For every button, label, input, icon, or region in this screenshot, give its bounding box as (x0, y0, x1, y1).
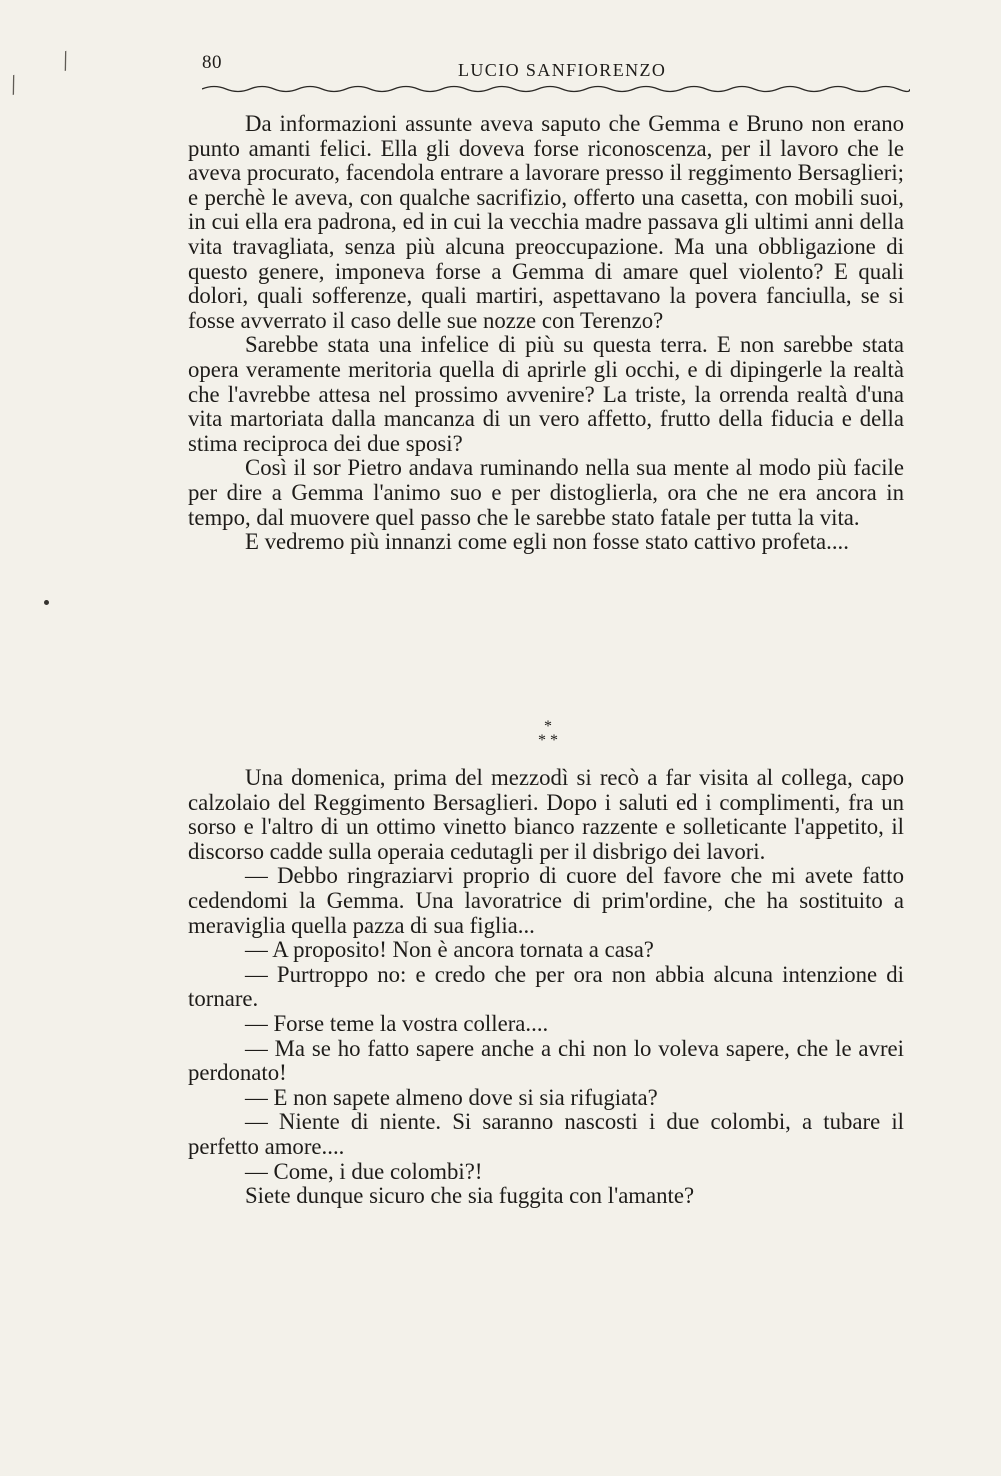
dialogue-line: — Purtroppo no: e credo che per ora non abbia alcuna intenzione di tornare. (188, 961, 904, 1012)
asterism-bottom: * * (538, 732, 558, 749)
asterism-icon (533, 720, 563, 760)
margin-dot (44, 600, 49, 605)
paragraph: Una domenica, prima del mezzodì si recò a far visita al collega, capo calzolaio del Reggimento Bersaglieri. Dopo i saluti ed i complimenti, fra un sorso e l'altro di un ottimo vinetto bianco razzente e solleticante l'appetito, il discorso cadde sulla operaia cedutagli per il disbrigo dei lavori. (188, 765, 904, 864)
margin-mark: / (5, 69, 23, 102)
dialogue-line: — Forse teme la vostra collera.... (245, 1010, 549, 1036)
dialogue-line: — Debbo ringraziarvi proprio di cuore del favore che mi avete fatto cedendomi la Gemma. Una lavoratrice di prim'ordine, che ha sostituito a meraviglia quella pazza di sua figlia... (188, 863, 904, 938)
page-header (190, 48, 910, 98)
dialogue-line: — A proposito! Non è ancora tornata a casa? (245, 937, 654, 963)
paragraph: Sarebbe stata una infelice di più su questa terra. E non sarebbe stata opera veramente meritoria quella di aprirle gli occhi, e di dipingerle la realtà che l'avrebbe attesa nel prossimo avvenire? La triste, la orrenda realtà d'una vita martoriata dalla mancanza di un vero affetto, frutto della fiducia e della stima reciproca dei due sposi? (188, 332, 904, 456)
text-block-2 (188, 766, 904, 1209)
dialogue-line: — Niente di niente. Si saranno nascosti i due colombi, a tubare il perfetto amore.... (188, 1109, 904, 1159)
running-head: LUCIO SANFIORENZO (458, 60, 667, 80)
wavy-rule-icon (202, 82, 910, 96)
dialogue-line: Siete dunque sicuro che sia fuggita con l'amante? (245, 1183, 695, 1209)
text-block-1 (188, 112, 904, 555)
page-number: 80 (202, 52, 222, 73)
dialogue-line: — Come, i due colombi?! (245, 1158, 483, 1184)
dialogue-line: — E non sapete almeno dove si sia rifugiata? (245, 1084, 658, 1110)
paragraph: Da informazioni assunte aveva saputo che Gemma e Bruno non erano punto amanti felici. Ella gli doveva forse riconoscenza, per il lavoro che le aveva procurato, facendola entrare a lavorare presso il reggimento Bersaglieri; e perchè le aveva, con qualche sacrifizio, offerto una casetta, con mobili suoi, in cui ella era padrona, ed in cui la vecchia madre passava gli ultimi anni della vita travagliata, senza più alcuna preoccupazione. Ma una obbligazione di questo genere, imponeva forse a Gemma di amare quel violento? E quali dolori, quali sofferenze, quali martiri, aspettavano la povera fanciulla, se si fosse avverrato il caso delle sue nozze con Terenzo? (188, 111, 904, 333)
dialogue-line: — Ma se ho fatto sapere anche a chi non lo voleva sapere, che le avrei perdonato! (188, 1035, 904, 1086)
paragraph: Così il sor Pietro andava ruminando nella sua mente al modo più facile per dire a Gemma l'animo suo e per distoglierla, ora che ne era ancora in tempo, dal muovere quel passo che le sarebbe stato fatale per tutta la vita. (188, 455, 904, 530)
asterism-top: * (544, 718, 552, 735)
margin-mark: / (57, 45, 75, 78)
paragraph: E vedremo più innanzi come egli non fosse stato cattivo profeta.... (245, 529, 849, 555)
